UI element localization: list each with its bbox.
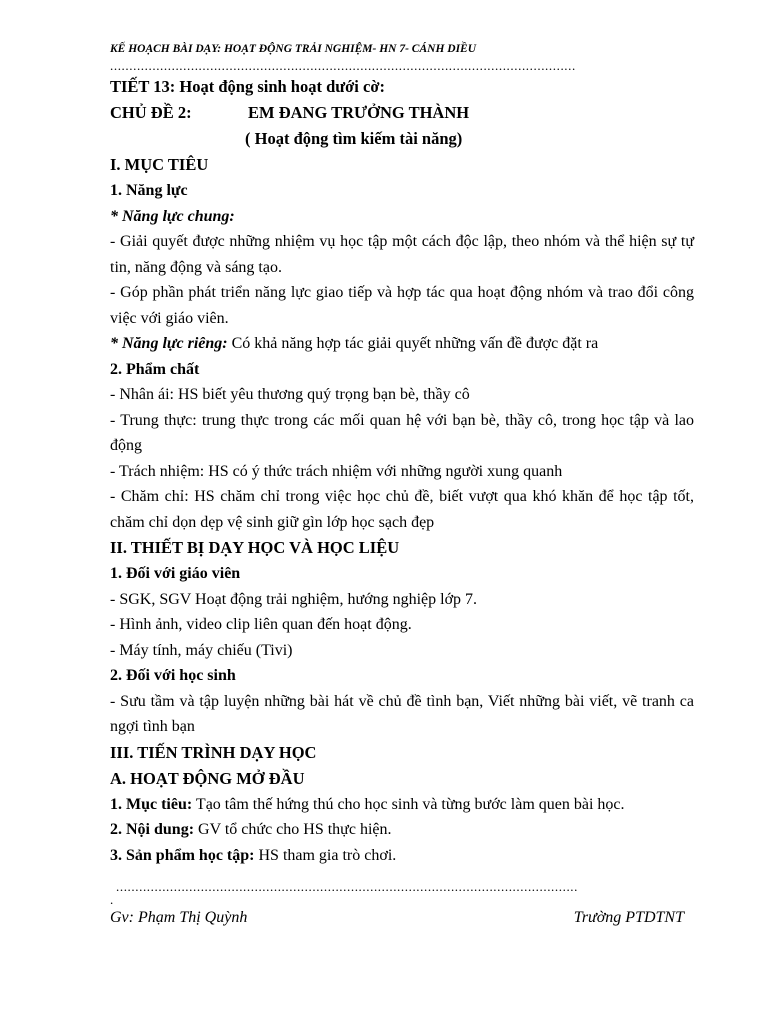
teacher-item: - Máy tính, máy chiếu (Tivi) <box>110 641 293 659</box>
product-row <box>110 843 694 869</box>
footer-row <box>110 906 694 930</box>
teacher-item: - Hình ảnh, video clip liên quan đến hoạt động. <box>110 616 412 633</box>
topic-row <box>110 100 694 126</box>
document-page <box>110 38 694 868</box>
topic-title: EM ĐANG TRƯỞNG THÀNH <box>248 103 470 122</box>
lesson-period: TIẾT 13: Hoạt động sinh hoạt dưới cờ: <box>110 77 385 96</box>
page-footer <box>110 880 694 930</box>
specific-competence <box>110 331 694 357</box>
quality-item: - Chăm chỉ: HS chăm chỉ trong việc học chủ đề, biết vượt qua khó khăn để học tập tốt, chăm chỉ dọn dẹp vệ sinh giữ gìn lớp học sạch đẹp <box>110 488 694 531</box>
student-heading: 2. Đối với học sinh <box>110 667 236 684</box>
general-item: - Giải quyết được những nhiệm vụ học tập một cách độc lập, theo nhóm và thể hiện sự tự tin, năng động và sáng tạo. <box>110 233 694 276</box>
page-header: KẾ HOẠCH BÀI DẠY: HOẠT ĐỘNG TRẢI NGHIỆM- HN 7- CÁNH DIỀU <box>110 43 477 55</box>
competence-heading: 1. Năng lực <box>110 182 188 199</box>
general-competence-label: * Năng lực chung: <box>110 207 235 225</box>
product-text: HS tham gia trò chơi. <box>254 846 397 864</box>
specific-competence-text: Có khả năng hợp tác giải quyết những vấn đề được đặt ra <box>227 335 599 352</box>
qualities-heading: 2. Phẩm chất <box>110 360 200 378</box>
objective-label: 1. Mục tiêu: <box>110 795 193 813</box>
content-label: 2. Nội dung: <box>110 821 195 838</box>
teacher-heading: 1. Đối với giáo viên <box>110 565 241 582</box>
lesson-subtitle: ( Hoạt động tìm kiếm tài năng) <box>245 129 463 148</box>
activity-heading: A. HOẠT ĐỘNG MỞ ĐẦU <box>110 768 305 788</box>
quality-item: - Nhân ái: HS biết yêu thương quý trọng bạn bè, thầy cô <box>110 386 470 403</box>
student-item: - Sưu tầm và tập luyện những bài hát về chủ đề tình bạn, Viết những bài viết, vẽ tranh ca ngợi tình bạn <box>110 692 694 735</box>
quality-item: - Trung thực: trung thực trong các mối quan hệ với bạn bè, thầy cô, trong học tập và lao động <box>110 411 694 454</box>
quality-item: - Trách nhiệm: HS có ý thức trách nhiệm với những người xung quanh <box>110 462 563 480</box>
topic-label: CHỦ ĐỀ 2: <box>110 103 192 122</box>
product-label: 3. Sản phẩm học tập: <box>110 846 255 864</box>
section-3-heading: III. TIẾN TRÌNH DẠY HỌC <box>110 742 317 762</box>
section-2-heading: II. THIẾT BỊ DẠY HỌC VÀ HỌC LIỆU <box>110 538 400 557</box>
specific-competence-label: * Năng lực riêng: <box>110 335 228 352</box>
objective-text: Tạo tâm thế hứng thú cho học sinh và từng bước làm quen bài học. <box>192 795 625 813</box>
general-item: - Góp phần phát triển năng lực giao tiếp và hợp tác qua hoạt động nhóm và trao đổi công việc với giáo viên. <box>110 284 694 327</box>
footer-teacher: Gv: Phạm Thị Quỳnh <box>110 909 248 926</box>
content-row <box>110 817 694 843</box>
teacher-item: - SGK, SGV Hoạt động trải nghiệm, hướng nghiệp lớp 7. <box>110 590 478 608</box>
footer-divider: ........................................................................................................................ <box>116 880 578 894</box>
section-1-heading: I. MỤC TIÊU <box>110 155 209 174</box>
footer-divider-tail: . <box>110 892 114 907</box>
objective-row <box>110 792 694 818</box>
header-divider: ......................................................................................................................... <box>110 60 576 72</box>
footer-school: Trường PTDTNT <box>573 909 684 926</box>
content-text: GV tổ chức cho HS thực hiện. <box>194 821 392 838</box>
